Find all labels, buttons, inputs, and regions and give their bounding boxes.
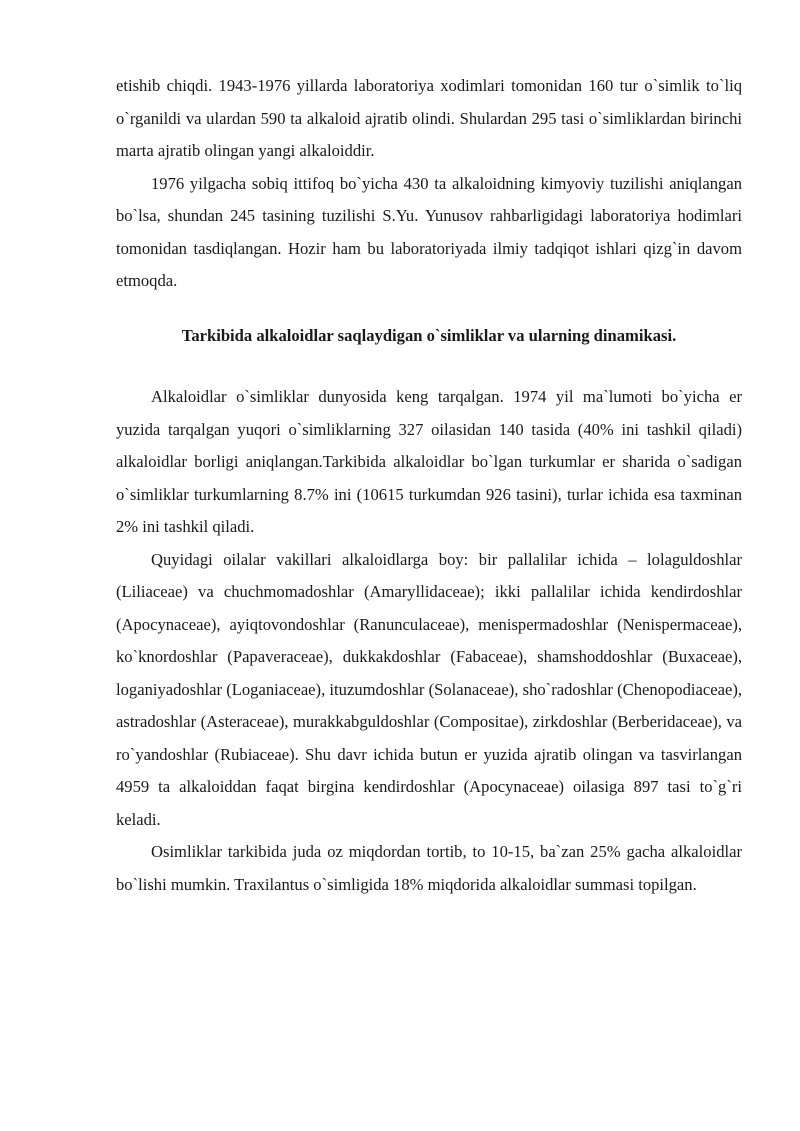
paragraph-laboratory-results: 1976 yilgacha sobiq ittifoq bo`yicha 430 ta alkaloidning kimyoviy tuzilishi aniqlangan bo`lsa, shundan 245 tasining tuzilishi S.Yu. Yunusov rahbarligidagi laboratoriya hodimlari tomonidan tasdiqlangan. Hozir ham bu laboratoriyada ilmiy tadqiqot ishlari qizg`in davom etmoqda. (116, 173, 742, 290)
paragraph-families: Quyidagi oilalar vakillari alkaloidlarga boy: bir pallalilar ichida – lolaguldoshlar (Liliaceae) va chuchmomadoshlar (Amaryllidaceae); ikki pallalilar ichida kendirdoshlar (Apocynaceae), ayiqtovondoshlar (Ranunculaceae), menispermadoshlar (Nenispermaceae), ko`knordoshlar (Papaveraceae), dukkakdoshlar (Fabaceae), shamshoddoshlar (Buxaceae), loganiyadoshlar (Loganiaceae), ituzumdoshlar (Solanaceae), sho`radoshlar (Chenopodiaceae), astradoshlar (Asteraceae), murakkabguldoshlar (Compositae), zirkdoshlar (Berberidaceae), va ro`yandoshlar (Rubiaceae). Shu davr ichida butun er yuzida ajratib olingan va tasvirlangan 4959 ta alkaloiddan faqat birgina kendirdoshlar (Apocynaceae) oilasiga 897 tasi to`g`ri keladi. (116, 549, 742, 829)
paragraph-content-amount: Osimliklar tarkibida juda oz miqdordan tortib, to 10-15, ba`zan 25% gacha alkaloidlar bo`lishi mumkin. Traxilantus o`simligida 18% miqdorida alkaloidlar summasi topilgan. (116, 842, 742, 894)
document-page (116, 70, 742, 901)
section-heading: Tarkibida alkaloidlar saqlaydigan o`simliklar va ularning dinamikasi. (181, 325, 677, 345)
paragraph-continuation: etishib chiqdi. 1943-1976 yillarda laboratoriya xodimlari tomonidan 160 tur o`simlik to`liq o`rganildi va ulardan 590 ta alkaloid ajratib olindi. Shulardan 295 tasi o`simliklardan birinchi marta ajratib olingan yangi alkaloiddir. (116, 76, 742, 160)
paragraph-distribution: Alkaloidlar o`simliklar dunyosida keng tarqalgan. 1974 yil ma`lumoti bo`yicha er yuzida tarqalgan yuqori o`simliklarning 327 oilasidan 140 tasida (40% ini tashkil qiladi) alkaloidlar borligi aniqlangan.Tarkibida alkaloidlar bo`lgan turkumlar er sharida o`sadigan o`simliklar turkumlarning 8.7% ini (10615 turkumdan 926 tasini), turlar ichida esa taxminan 2% ini tashkil qiladi. (116, 387, 742, 536)
